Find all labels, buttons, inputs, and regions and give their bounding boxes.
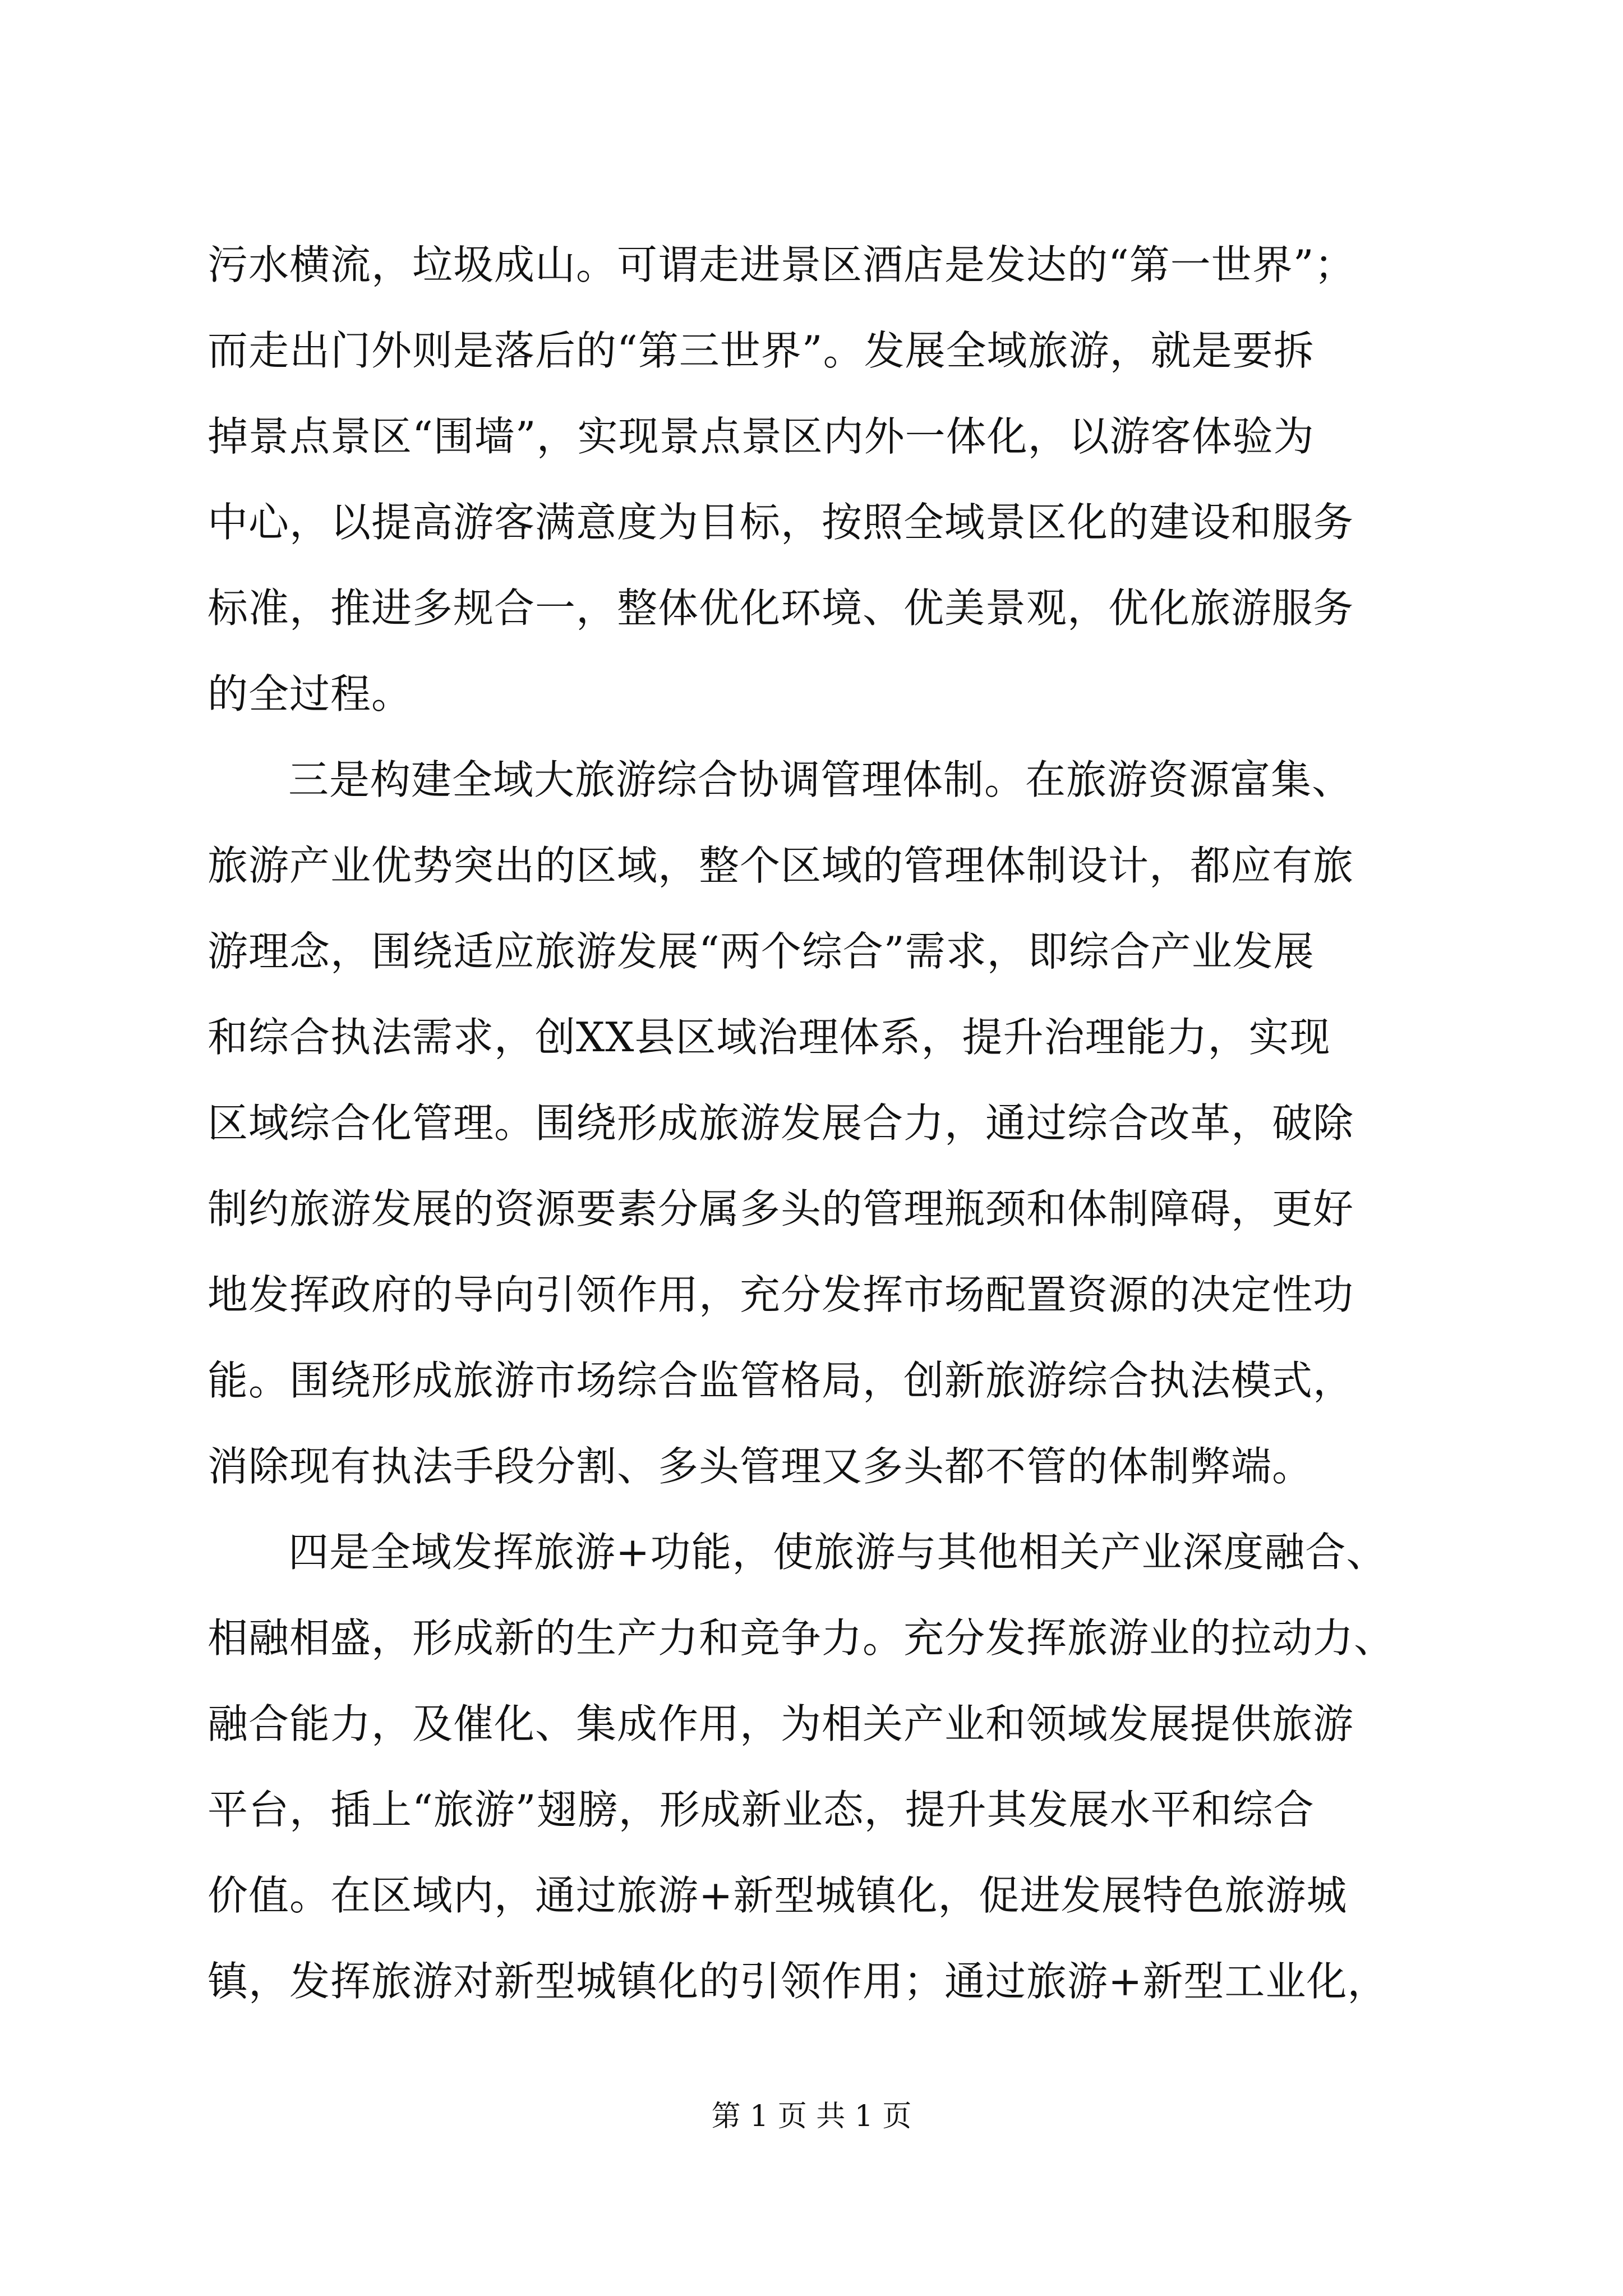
- text-line: 制约旅游发展的资源要素分属多头的管理瓶颈和体制障碍，更好: [208, 1185, 1354, 1232]
- text-line: 标准，推进多规合一，整体优化环境、优美景观，优化旅游服务: [208, 585, 1354, 632]
- text-line: 镇，发挥旅游对新型城镇化的引领作用；通过旅游+新型工业化，: [208, 1958, 1389, 2005]
- text-line: 消除现有执法手段分割、多头管理又多头都不管的体制弊端。: [208, 1443, 1313, 1490]
- text-line: 旅游产业优势突出的区域，整个区域的管理体制设计，都应有旅: [208, 842, 1354, 889]
- text-line: 平台，插上“旅游”翅膀，形成新业态，提升其发展水平和综合: [208, 1786, 1315, 1833]
- text-line: 相融相盛，形成新的生产力和竞争力。充分发挥旅游业的拉动力、: [208, 1614, 1395, 1662]
- paragraph-start-line: 三是构建全域大旅游综合协调管理体制。在旅游资源富集、: [288, 756, 1353, 803]
- text-line: 价值。在区域内，通过旅游+新型城镇化，促进发展特色旅游城: [208, 1872, 1348, 1919]
- text-line: 游理念，围绕适应旅游发展“两个综合”需求，即综合产业发展: [208, 928, 1315, 975]
- text-line: 区域综合化管理。围绕形成旅游发展合力，通过综合改革，破除: [208, 1099, 1354, 1147]
- text-line: 而走出门外则是落后的“第三世界”。发展全域旅游，就是要拆: [208, 327, 1315, 374]
- text-line: 污水横流，垃圾成山。可谓走进景区酒店是发达的“第一世界”；: [208, 241, 1355, 288]
- paragraph-start-line: 四是全域发挥旅游+功能，使旅游与其他相关产业深度融合、: [288, 1529, 1387, 1576]
- text-line: 地发挥政府的导向引领作用，充分发挥市场配置资源的决定性功: [208, 1271, 1354, 1318]
- text-line: 融合能力，及催化、集成作用，为相关产业和领域发展提供旅游: [208, 1700, 1354, 1747]
- page-footer: 第 1 页 共 1 页: [711, 2100, 912, 2133]
- text-line: 中心，以提高游客满意度为目标，按照全域景区化的建设和服务: [208, 499, 1354, 546]
- text-line: 和综合执法需求，创XX县区域治理体系，提升治理能力，实现: [208, 1014, 1331, 1061]
- text-line: 能。围绕形成旅游市场综合监管格局，创新旅游综合执法模式，: [208, 1357, 1354, 1404]
- document-body: [208, 222, 1419, 2024]
- text-line: 的全过程。: [208, 670, 413, 717]
- text-line: 掉景点景区“围墙”，实现景点景区内外一体化，以游客体验为: [208, 413, 1315, 460]
